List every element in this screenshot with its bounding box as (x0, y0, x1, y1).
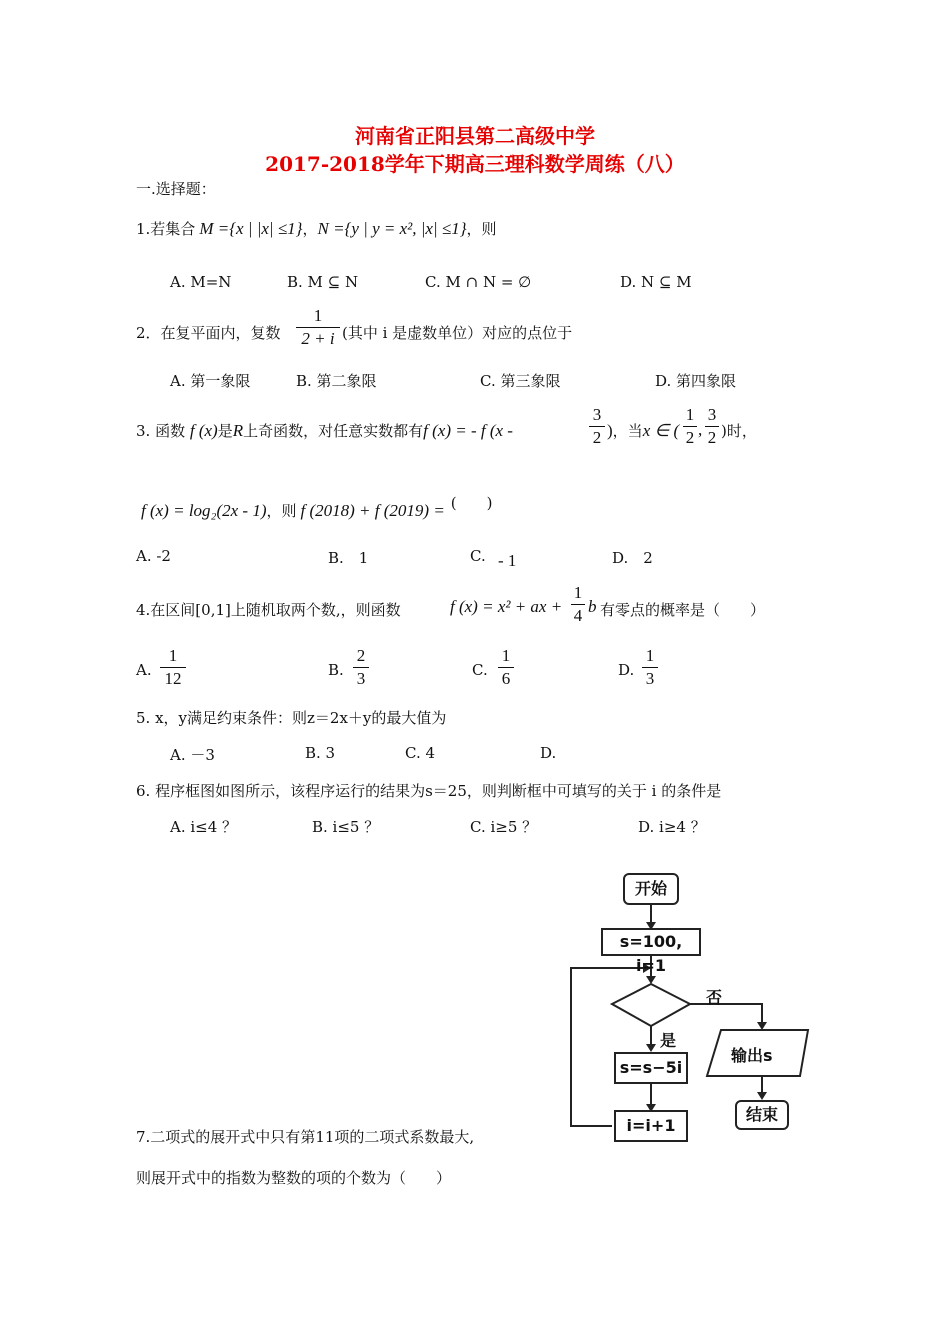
q4-frac-num: 1 (573, 583, 583, 602)
q4-option-d-letter: D. (618, 661, 635, 679)
flowchart-init: s=100, i=1 (601, 928, 701, 956)
q2-option-d: D. 第四象限 (655, 372, 737, 390)
q4-c-num: 1 (501, 646, 511, 665)
flowchart-start: 开始 (623, 873, 679, 905)
q2-suffix: (其中 i 是虚数单位）对应的点位于 (342, 324, 573, 342)
q1-option-c: C. M ∩ N = ∅ (425, 273, 532, 291)
flowchart-update-i: i=i+1 (614, 1110, 688, 1142)
q4-option-a-letter: A. (136, 661, 152, 679)
q4-a-num: 1 (168, 646, 178, 665)
q4-suffix: 有零点的概率是（ ） (600, 601, 766, 619)
q4-b: b (588, 597, 597, 616)
q3-close: ) (607, 421, 613, 440)
q3-f1-den: 2 (592, 428, 602, 447)
q3-f2-den: 2 (685, 428, 695, 447)
q3-f3-num: 3 (707, 405, 717, 424)
q3-option-c: C. (470, 547, 486, 565)
q1-set-m: M ={x | |x| ≤1} (199, 219, 303, 238)
q3-t2: 上奇函数，对任意实数都有 (243, 422, 424, 440)
q3-x-in: x ∈ ( (642, 421, 680, 440)
q1-option-d: D. N ⊆ M (620, 273, 692, 291)
q5-option-d: D. (540, 744, 557, 762)
q3-option-d: D. 2 (612, 549, 653, 567)
q3-t1: 是 (217, 422, 233, 440)
q2-option-c: C. 第三象限 (480, 372, 561, 390)
q4-d-den: 3 (645, 669, 655, 688)
q4-frac-den: 4 (573, 606, 583, 625)
flowchart-end: 结束 (735, 1100, 789, 1130)
q7-line1: 7.二项式的展开式中只有第11项的二项式系数最大, (136, 1128, 475, 1146)
q1-option-a: A. M=N (170, 273, 232, 291)
q1-prefix: 1.若集合 (136, 220, 196, 238)
q6-option-b: B. i≤5 ？ (312, 818, 380, 836)
q3-r: R (232, 421, 244, 440)
q3-option-c-value: - 1 (498, 551, 517, 570)
q4-a-den: 12 (164, 669, 182, 688)
q1-suffix: ，则 (466, 220, 497, 238)
section-heading: 一.选择题： (136, 180, 216, 198)
q5-option-c: C. 4 (405, 744, 436, 762)
q3-fx: f (x) (189, 421, 218, 440)
q4-expr: f (x) = x² + ax + (450, 597, 563, 616)
q3-t3: ，当 (612, 422, 643, 440)
q2-frac-den: 2 + i (301, 329, 335, 348)
q3-option-a: A. -2 (136, 547, 171, 565)
q3-f2-num: 1 (685, 405, 695, 424)
q2-frac-num: 1 (313, 306, 323, 325)
q4-option-c-letter: C. (472, 661, 488, 679)
q6-option-d: D. i≥4 ？ (638, 818, 706, 836)
q4-d-num: 1 (645, 646, 655, 665)
q2-option-a: A. 第一象限 (170, 372, 251, 390)
q3-eq: f (x) = - f (x - (423, 421, 513, 440)
q1-set-n: N ={y | y = x², |x| ≤1} (317, 219, 467, 238)
q3-t4: )时， (721, 422, 757, 440)
q3-line2-b: ，则 (266, 502, 297, 520)
q3-sep: , (698, 420, 703, 439)
q4-prefix: 4.在区间[0,1]上随机取两个数,，则函数 (136, 601, 401, 619)
q2-option-b: B. 第二象限 (296, 372, 377, 390)
flowchart-output: 输出s (731, 1046, 773, 1065)
q1-option-b: B. M ⊆ N (287, 273, 359, 291)
q1-comma: ， (302, 220, 318, 238)
q5-option-a: A. －3 (170, 746, 215, 764)
q5-option-b: B. 3 (305, 744, 336, 762)
flowchart-update-s: s=s−5i (614, 1052, 688, 1084)
q4-option-b-letter: B. (328, 661, 344, 679)
page-title-line1: 河南省正阳县第二高级中学 (355, 124, 595, 148)
q4-b-den: 3 (356, 669, 366, 688)
q3-prefix: 3. 函数 (136, 422, 186, 440)
flowchart-no-label: 否 (706, 988, 723, 1007)
q4-c-den: 6 (501, 669, 511, 688)
q5-text: 5. x，y满足约束条件：则z＝2x＋y的最大值为 (136, 709, 447, 727)
q3-line2-d: ( ) (450, 494, 493, 512)
flowchart-yes-label: 是 (660, 1031, 677, 1050)
q7-line2: 则展开式中的指数为整数的项的个数为（ ） (136, 1169, 452, 1187)
q3-option-b: B. 1 (328, 549, 369, 567)
q3-line2-c: f (2018) + f (2019) = (300, 501, 445, 520)
q6-text: 6. 程序框图如图所示，该程序运行的结果为s＝25，则判断框中可填写的关于 i 的条件是 (136, 782, 722, 800)
q3-f3-den: 2 (707, 428, 717, 447)
q6-option-a: A. i≤4 ？ (170, 818, 238, 836)
q3-f1-num: 3 (592, 405, 602, 424)
q2-prefix: 2．在复平面内，复数 (136, 324, 281, 342)
q6-option-c: C. i≥5 ？ (470, 818, 538, 836)
q4-b-num: 2 (356, 646, 366, 665)
q3-line2-a: f (x) = log₂(2x - 1) (141, 501, 267, 520)
page-title-line2: 2017-2018学年下期高三理科数学周练（八） (265, 152, 685, 176)
